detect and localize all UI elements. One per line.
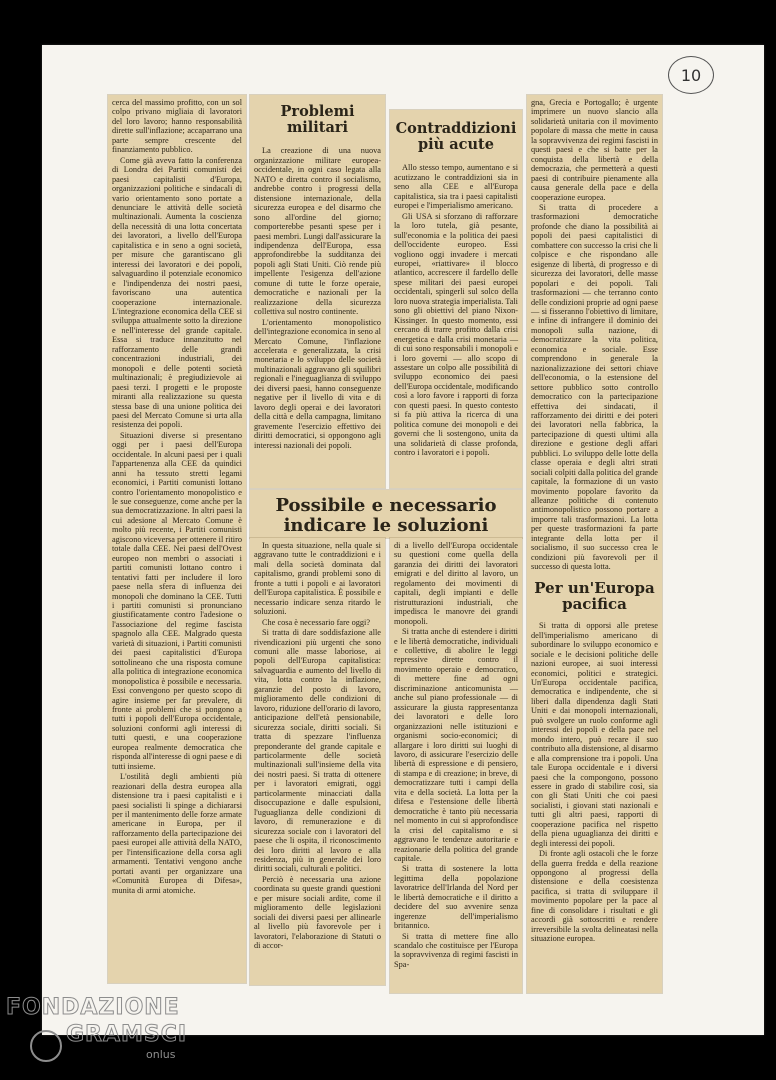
col1-para: Situazioni diverse si presentano oggi per i paesi dell'Europa occidentale. In alcuni paesi per i quali l'appartenenza alla CEE da quindici anni ha tessuto stretti legami economici, i Partiti comunisti lottano contro l'orientamento monopolistico e le sue conseguenze, come anche per la sua democratizzazione. In altri paesi la cui adesione al Mercato Comune è molto più recente, i Partiti comunisti agiscono viceversa per ottenere il ritiro totale dalla CEE. Nei paesi dell'Ovest europeo non membri o associati i partiti comunisti lottano contro i tentativi fatti per includere il loro paese nella sfera di influenza dei monopoli che dominano la CEE. Tutti i partiti comunisti si pronunciano giustificatamente contro l'adesione o l'associazione del regime fascista spagnolo alla CEE. Malgrado questa varietà di situazioni, i Partiti comunisti dei paesi capitalistici d'Europa sottolineano che una risposta comune alla politica di integrazione economica monopolistica è possibile e necessaria. Essi convengono per questo scopo di agire insieme per far prevalere, di fronte ai problemi che si pongono a tutti i popoli dell'Europa occidentale, soluzioni conformi agli interessi di tutti questi, e una cooperazione europea realmente democratica che risponda all'interesse di ogni paese e di tutti insieme. bbox=[112, 430, 242, 771]
lower-left-para: In questa situazione, nella quale si aggravano tutte le contraddizioni e i mali della società dominata dal capitalismo, grandi problemi sono di fronte a tutti i popoli e ai lavoratori dell'Europa capitalistica. È possibile e necessario indicare senza ritardo le soluzioni. bbox=[254, 541, 381, 617]
clipping-col2 bbox=[250, 95, 385, 488]
col1-para: Come già aveva fatto la conferenza di Londra dei Partiti comunisti dei paesi capitalisti d'Europa, organizzazioni politiche e sindacali di vario orientamento sono portate a denunciare le attività delle società multinazionali. Aumenta la coscienza della necessità di una lotta concertata dei lavoratori, a livello dell'Europa capitalistica e in seno a ogni società, per misure che garantiscano gli interessi dei lavoratori e dei popoli, salvaguardino il potenziale economico e l'indipendenza dei nostri paesi, favoriscano una autentica cooperazione internazionale. L'integrazione economica della CEE si sviluppa attualmente sotto la direzione e nell'interesse del grande capitale. Essa si traduce innanzitutto nel rafforzamento delle grandi concentrazioni industriali, dei monopoli e delle potenti società multinazionali; è pregiudizievole ai paesi terzi. I progetti e le proposte miranti alla realizzazione su questa stessa base di una unione politica dei paesi del Mercato Comune si urta alla resistenza dei popoli. bbox=[112, 155, 242, 430]
lower-right-para: Si tratta anche di estendere i diritti e le libertà democratiche, individuali e collettive, di abolire le leggi repressive dirette contro il movimento operaio e democratico, di mettere fine ad ogni discriminazione anticomunista — anche sul piano professionale — di assicurare la giusta rappresentanza dei lavoratori e delle loro organizzazioni nelle istituzioni e organismi socio-economici; di allargare i loro diritti sui luoghi di lavoro, di assicurare l'esercizio delle libertà di espressione e di pensiero, di stampa e di creazione; in breve, di democratizzare tutti i campi della vita e della società. La lotta per la difesa e l'estensione delle libertà democratiche è tanto più necessaria nel momento in cui si approfondisce la crisi del capitalismo e si aggravano le tendenze autoritarie e reazionarie della politica del grande capitale. bbox=[394, 627, 518, 863]
lower-right-text bbox=[390, 538, 522, 993]
col4-para: Si tratta di opporsi alle pretese dell'imperialismo americano di subordinare lo sviluppo economico e sociale e le decisioni politiche delle nazioni europee, ai suoi interessi economici, politici e strategici. Un'Europa occidentale pacifica, democratica e indipendente, che si liberi dalla dipendenza dagli Stati Uniti e dai monopoli internazionali, può svolgere un ruolo conforme agli interessi dei popoli e della pace nel mondo intero, può recare il suo contributo alla distensione, al disarmo e alla comprensione tra i popoli. Una tale Europa occidentale e i diversi paesi che la compongono, possono essere in grado di stabilire così, sia con gli Stati Uniti che coi paesi socialisti, i giovani stati nazionali e tutti gli altri paesi, rapporti di cooperazione pacifica nel rispetto della piena uguaglianza dei diritti e degli interessi dei popoli. bbox=[531, 621, 658, 848]
watermark-line1: FONDAZIONE bbox=[6, 995, 180, 1020]
headline-contraddizioni: Contraddizioni più acute bbox=[395, 120, 517, 154]
watermark-logo-icon bbox=[30, 1030, 62, 1062]
col2-para: L'orientamento monopolistico dell'integrazione economica in seno al Mercato Comune, l'inflazione accelerata e generalizzata, la crisi monetaria e lo sviluppo delle società multinazionali aggravano gli squilibri regionali e l'ineguaglianza di sviluppo dei diversi paesi, hanno conseguenze negative per il livello di vita e di lavoro degli operai e dei lavoratori della città e della campagna, limitano gravemente l'esercizio effettivo dei diritti democratici, si oppongono agli interessi nazionali dei popoli. bbox=[254, 317, 381, 450]
col1-para: cerca del massimo profitto, con un sol colpo privano migliaia di lavoratori del loro lavoro; hanno responsabilità dirette sull'inflazione; accaparrano una parte sempre crescente del finanziamento pubblico. bbox=[112, 98, 242, 155]
clipping-col1 bbox=[108, 95, 246, 983]
clipping-lower-headline bbox=[250, 490, 522, 538]
lower-left-para: Perciò è necessaria una azione coordinata su queste grandi questioni e per misure sociali ardite, come il miglioramento delle legislazioni sociali dei diversi paesi per allinearle al livello più favorevole per i lavoratori, l'elaborazione di Statuti o di accor- bbox=[254, 874, 381, 951]
headline-problemi-militari: Problemi militari bbox=[280, 103, 355, 137]
headline-per-un-europa-pacifica: Per un'Europa pacifica bbox=[534, 578, 655, 614]
col2-text bbox=[250, 95, 385, 488]
lower-right-para: Si tratta di sostenere la lotta legittima della popolazione lavoratrice dell'Irlanda del Nord per le libertà democratiche e il diritto a decidere del suo avvenire senza ingerenze dell'imperialismo britannico. bbox=[394, 864, 518, 931]
col3-para: Gli USA si sforzano di rafforzare la loro tutela, già pesante, sull'economia e la politica dei paesi dell'occidente europeo. Essi vogliono oggi invadere i mercati europei, «riattivare» il blocco atlantico, accrescere il fardello delle spese militari dei paesi europei occidentali, spingerli sul solco della loro nuova strategia imperialista. Tali sono gli obiettivi del piano Nixon-Kissinger. In questo momento, essi cercano di trarre profitto dalla crisi energetica e dalla crisi monetaria — di cui sono responsabili i monopoli e i loro governi — allo scopo di assestare un colpo alle possibilità di sviluppo economico dei paesi dell'Europa occidentale, modificando così a loro favore i rapporti di forza con questi paesi. In questo contesto si fa più attiva la ricerca di una politica comune dei monopoli e dei governi che li sostengono, unita da una solidarietà di classe profonda, contro i lavoratori e i popoli. bbox=[394, 211, 518, 458]
lower-left-para: Che cosa è necessario fare oggi? bbox=[262, 617, 371, 627]
col3-para: Allo stesso tempo, aumentano e si acutizzano le contraddizioni sia in seno alla CEE e all'Europa capitalistica, sia tra i paesi capitalisti europei e l'imperialismo americano. bbox=[394, 163, 518, 211]
col4-para: Si tratta di procedere a trasformazioni democratiche profonde che diano la possibilità ai popoli dei paesi capitalistici di combattere con successo la crisi che li colpisce e che rispondano alle esigenze di libertà, di progresso e di sicurezza dei lavoratori, delle masse popolari e dei popoli. Tali trasformazioni — che terranno conto delle condizioni proprie ad ogni paese — si fisseranno l'obiettivo di limitare, e infine di infrangere il dominio dei monopoli sulla nazione, di democratizzare la vita politica, economica e sociale. Esse comprendono in generale la nazionalizzazione dei settori chiave dell'economia, o la estensione del settore pubblico sotto controllo democratico con la partecipazione effettiva dei sindacati, il rafforzamento dei diritti e dei poteri dei lavoratori nella fabbrica, la partecipazione di questi ultimi alla direzione e gestione degli affari pubblici. Lo sviluppo delle lotte della classe operaia e degli altri strati sociali colpiti dalla politica del grande capitale, la formazione di un vasto movimento popolare favorito da alleanze politiche di contenuto antimonopolistico possono portare a imporre tali trasformazioni. La lotta per queste trasformazioni fa parte integrante della lotta per il socialismo, il suo successo crea le condizioni più favorevoli per il successo di questa lotta. bbox=[531, 202, 658, 572]
col2-para: La creazione di una nuova organizzazione militare europea-occidentale, in ogni caso legata alla NATO e diretta contro il socialismo, andrebbe contro i progressi della distensione internazionale, della sicurezza europea e del disarmo che sono all'ordine del giorno; comporterebbe pesanti spese per i paesi membri. Lungi dall'assicurare la indipendenza dell'Europa, essa approfondirebbe la sudditanza dei popoli agli Stati Uniti. Ciò rende più impellente l'esigenza dell'azione comune di tutte le forze operaie, democratiche e nazionali per la realizzazione della sicurezza collettiva sul nostro continente. bbox=[254, 146, 381, 317]
headline-possibile-necessario bbox=[250, 490, 522, 536]
lower-left-para: Si tratta di dare soddisfazione alle rivendicazioni più urgenti che sono comuni alle masse laboriose, ai popoli dell'Europa capitalistica: salvaguardia e aumento del livello di vita, lotta contro la inflazione, garanzie del posto di lavoro, miglioramento delle condizioni di lavoro, riduzione dell'orario di lavoro, anticipazione dell'età pensionabile, sicurezza sociale, diritti sociali. Si tratta di spezzare l'influenza preponderante del grande capitale e particolarmente delle società multinazionali sull'insieme della vita dei nostri paesi. Si tratta di ottenere per i lavoratori emigrati, oggi particolarmente minacciati dalla disoccupazione e dalle espulsioni, l'uguaglianza delle condizioni di lavoro, di remunerazione e di sicurezza sociale con i lavoratori del paese che li ospita, il riconoscimento dei loro diritti al lavoro e alla residenza, più in generale dei loro diritti sociali, culturali e politici. bbox=[254, 628, 381, 874]
watermark-line2: GRAMSCI bbox=[66, 1022, 188, 1047]
clipping-col3 bbox=[390, 110, 522, 488]
lower-right-para: Si tratta di mettere fine allo scandalo che costituisce per l'Europa la sopravvivenza di regimi fascisti in Spa- bbox=[394, 931, 518, 969]
col4-para: Di fronte agli ostacoli che le forze della guerra fredda e della reazione oppongono al progressi della distensione e della coesistenza pacifica, si tratta di sviluppare il movimento popolare per la pace al fine di consolidare i risultati e gli accordi già sottoscritti e rendere irreversibile la svolta delineatasi nella situazione europea. bbox=[531, 849, 658, 944]
clipping-lower-right bbox=[390, 538, 522, 993]
col4-text bbox=[527, 95, 662, 993]
watermark-suffix: onlus bbox=[146, 1048, 176, 1061]
headline-line: indicare le soluzioni bbox=[283, 515, 489, 536]
lower-left-text bbox=[250, 538, 385, 985]
col3-text bbox=[390, 110, 522, 488]
headline-line: Possibile e necessario bbox=[275, 495, 497, 516]
clipping-lower-left bbox=[250, 538, 385, 985]
col4-para: gna, Grecia e Portogallo; è urgente imprimere un nuovo slancio alla solidarietà unitaria con il movimento popolare di massa che mette in causa la sopravvivenza dei regimi fascisti in questi paesi e che si batte per la conquista della libertà e della democrazia, che permetterà a questi paesi di contribuire pienamente alla causa generale della pace e della cooperazione europea. bbox=[531, 98, 658, 202]
clipping-col4 bbox=[527, 95, 662, 993]
lower-right-para: di a livello dell'Europa occidentale su questioni come quella della garanzia dei diritti dei lavoratori emigrati e del diritto al lavoro, un regolamento dei movimenti di capitali, degli impianti e delle ristrutturazioni industriali, che impedisca le manovre dei grandi monopoli. bbox=[394, 541, 518, 626]
col1-text bbox=[108, 95, 246, 983]
page-number: 10 bbox=[668, 56, 714, 94]
col1-para: L'ostilità degli ambienti più reazionari della destra europea alla distensione tra i paesi capitalisti e i paesi socialisti li spinge a dichiararsi per il mantenimento delle forze armate americane in Europa, per il rafforzamento della partecipazione dei paesi europei alle attività della NATO, per l'intensificazione della corsa agli armamenti. Tentativi vengono anche portati avanti per organizzare una «Comunità Europea di Difesa», munita di armi atomiche. bbox=[112, 772, 242, 895]
